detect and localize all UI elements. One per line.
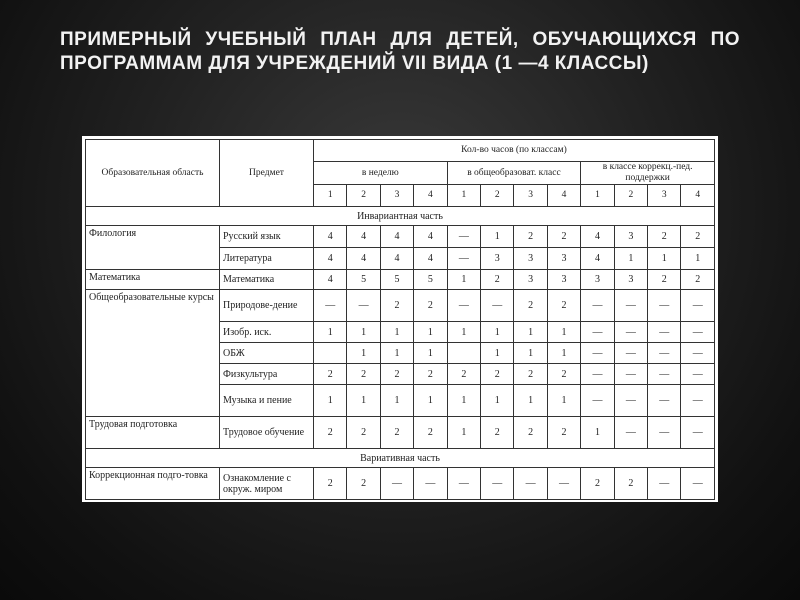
value-cell: 2	[481, 364, 514, 385]
value-cell: 2	[414, 364, 447, 385]
section-variative: Вариативная часть	[86, 449, 715, 468]
value-cell: 1	[414, 385, 447, 417]
value-cell: 1	[547, 322, 580, 343]
value-cell: —	[447, 226, 480, 248]
header-group-week: в неделю	[314, 162, 448, 185]
value-cell: 1	[380, 385, 413, 417]
value-cell: —	[314, 290, 347, 322]
value-cell: 2	[514, 417, 547, 449]
value-cell: —	[481, 468, 514, 500]
value-cell	[314, 343, 347, 364]
value-cell: 1	[314, 385, 347, 417]
class-number: 3	[514, 185, 547, 207]
value-cell: —	[581, 290, 614, 322]
value-cell: 2	[648, 270, 681, 290]
value-cell: 3	[481, 248, 514, 270]
value-cell: —	[614, 417, 647, 449]
value-cell: 2	[380, 290, 413, 322]
value-cell: —	[648, 468, 681, 500]
value-cell: 1	[514, 385, 547, 417]
subject-cell: Литература	[220, 248, 314, 270]
value-cell: —	[681, 417, 715, 449]
value-cell: —	[614, 385, 647, 417]
value-cell: 2	[481, 270, 514, 290]
table-row	[86, 468, 715, 500]
value-cell: 3	[547, 248, 580, 270]
value-cell: 2	[447, 364, 480, 385]
value-cell: —	[547, 468, 580, 500]
value-cell: —	[447, 468, 480, 500]
value-cell: 2	[547, 364, 580, 385]
subject-cell: Природове-дение	[220, 290, 314, 322]
value-cell: 4	[581, 226, 614, 248]
value-cell: 4	[347, 226, 380, 248]
header-group-correction: в классе коррекц.-пед. поддержки	[581, 162, 715, 185]
curriculum-table	[85, 139, 715, 500]
class-number: 4	[414, 185, 447, 207]
value-cell: —	[581, 322, 614, 343]
subject-cell: Математика	[220, 270, 314, 290]
value-cell: 5	[380, 270, 413, 290]
value-cell: 4	[380, 248, 413, 270]
value-cell: 3	[614, 270, 647, 290]
value-cell: 4	[314, 226, 347, 248]
value-cell: 1	[347, 343, 380, 364]
value-cell: 4	[581, 248, 614, 270]
value-cell: 2	[547, 290, 580, 322]
value-cell: —	[347, 290, 380, 322]
value-cell: —	[614, 364, 647, 385]
value-cell: —	[681, 364, 715, 385]
value-cell: 2	[414, 290, 447, 322]
class-number: 4	[547, 185, 580, 207]
value-cell: 1	[614, 248, 647, 270]
value-cell: 2	[681, 270, 715, 290]
value-cell: 4	[314, 248, 347, 270]
value-cell: 1	[380, 343, 413, 364]
value-cell: —	[614, 343, 647, 364]
value-cell: 3	[514, 248, 547, 270]
value-cell: —	[681, 290, 715, 322]
value-cell: 1	[514, 322, 547, 343]
table-row	[86, 270, 715, 290]
value-cell: 1	[380, 322, 413, 343]
class-number: 3	[380, 185, 413, 207]
subject-cell: Музыка и пение	[220, 385, 314, 417]
value-cell: 2	[414, 417, 447, 449]
value-cell: 1	[547, 385, 580, 417]
value-cell: 2	[314, 468, 347, 500]
table-row	[86, 290, 715, 322]
value-cell: —	[581, 364, 614, 385]
value-cell: —	[681, 322, 715, 343]
section-invariant: Инвариантная часть	[86, 207, 715, 226]
value-cell: 2	[380, 364, 413, 385]
area-general-courses: Общеобразовательные курсы	[86, 290, 220, 417]
value-cell: 2	[481, 417, 514, 449]
subject-cell: Изобр. иск.	[220, 322, 314, 343]
value-cell: 1	[447, 322, 480, 343]
value-cell: —	[648, 364, 681, 385]
value-cell: 1	[681, 248, 715, 270]
value-cell: 1	[547, 343, 580, 364]
value-cell: 3	[614, 226, 647, 248]
value-cell: 2	[614, 468, 647, 500]
value-cell: —	[581, 385, 614, 417]
value-cell: 1	[481, 343, 514, 364]
area-math: Математика	[86, 270, 220, 290]
value-cell: 2	[347, 417, 380, 449]
table-row	[86, 226, 715, 248]
value-cell: 2	[380, 417, 413, 449]
value-cell: 2	[314, 417, 347, 449]
value-cell: 1	[414, 322, 447, 343]
value-cell: —	[648, 290, 681, 322]
value-cell: 1	[447, 385, 480, 417]
value-cell: 1	[447, 417, 480, 449]
value-cell: —	[681, 343, 715, 364]
value-cell: —	[648, 322, 681, 343]
class-number: 2	[347, 185, 380, 207]
value-cell: 4	[414, 248, 447, 270]
value-cell: 2	[514, 364, 547, 385]
value-cell: 2	[547, 417, 580, 449]
value-cell: 5	[347, 270, 380, 290]
value-cell: 2	[681, 226, 715, 248]
value-cell: —	[447, 290, 480, 322]
value-cell: 1	[414, 343, 447, 364]
value-cell: 3	[547, 270, 580, 290]
value-cell: —	[447, 248, 480, 270]
subject-cell: Трудовое обучение	[220, 417, 314, 449]
header-subject: Предмет	[220, 140, 314, 207]
value-cell: —	[481, 290, 514, 322]
value-cell	[447, 343, 480, 364]
value-cell: 2	[514, 290, 547, 322]
class-number: 2	[481, 185, 514, 207]
curriculum-table-wrapper	[82, 136, 718, 502]
value-cell: —	[648, 417, 681, 449]
value-cell: 1	[581, 417, 614, 449]
area-labor: Трудовая подготовка	[86, 417, 220, 449]
value-cell: 5	[414, 270, 447, 290]
header-hours: Кол-во часов (по классам)	[314, 140, 715, 162]
value-cell: 4	[380, 226, 413, 248]
value-cell: 1	[347, 322, 380, 343]
subject-cell: Физкультура	[220, 364, 314, 385]
value-cell: 2	[547, 226, 580, 248]
value-cell: 1	[314, 322, 347, 343]
value-cell: 1	[481, 226, 514, 248]
class-number: 1	[447, 185, 480, 207]
value-cell: —	[380, 468, 413, 500]
value-cell: 2	[314, 364, 347, 385]
value-cell: —	[681, 468, 715, 500]
value-cell: 2	[581, 468, 614, 500]
class-number: 2	[614, 185, 647, 207]
value-cell: —	[514, 468, 547, 500]
table-row	[86, 417, 715, 449]
value-cell: 1	[648, 248, 681, 270]
value-cell: 1	[514, 343, 547, 364]
value-cell: 3	[514, 270, 547, 290]
value-cell: 2	[514, 226, 547, 248]
class-number: 1	[314, 185, 347, 207]
value-cell: 4	[314, 270, 347, 290]
class-number: 1	[581, 185, 614, 207]
subject-cell: Русский язык	[220, 226, 314, 248]
value-cell: 2	[347, 364, 380, 385]
value-cell: —	[581, 343, 614, 364]
value-cell: 1	[447, 270, 480, 290]
area-philology: Филология	[86, 226, 220, 270]
value-cell: 1	[481, 322, 514, 343]
value-cell: 1	[347, 385, 380, 417]
value-cell: 2	[347, 468, 380, 500]
value-cell: —	[648, 385, 681, 417]
value-cell: —	[614, 322, 647, 343]
class-number: 3	[648, 185, 681, 207]
value-cell: 3	[581, 270, 614, 290]
value-cell: 1	[481, 385, 514, 417]
subject-cell: Ознакомление с окруж. миром	[220, 468, 314, 500]
value-cell: 4	[414, 226, 447, 248]
value-cell: —	[614, 290, 647, 322]
value-cell: 4	[347, 248, 380, 270]
header-area: Образовательная область	[86, 140, 220, 207]
header-group-general: в общеобразоват. класс	[447, 162, 581, 185]
value-cell: 2	[648, 226, 681, 248]
value-cell: —	[681, 385, 715, 417]
subject-cell: ОБЖ	[220, 343, 314, 364]
class-number: 4	[681, 185, 715, 207]
value-cell: —	[648, 343, 681, 364]
value-cell: —	[414, 468, 447, 500]
slide-title: ПРИМЕРНЫЙ УЧЕБНЫЙ ПЛАН ДЛЯ ДЕТЕЙ, ОБУЧАЮЩИХСЯ ПО ПРОГРАММАМ ДЛЯ УЧРЕЖДЕНИЙ VII ВИДА (1 —4 КЛАССЫ)	[60, 29, 740, 74]
area-correction: Коррекционная подго-товка	[86, 468, 220, 500]
